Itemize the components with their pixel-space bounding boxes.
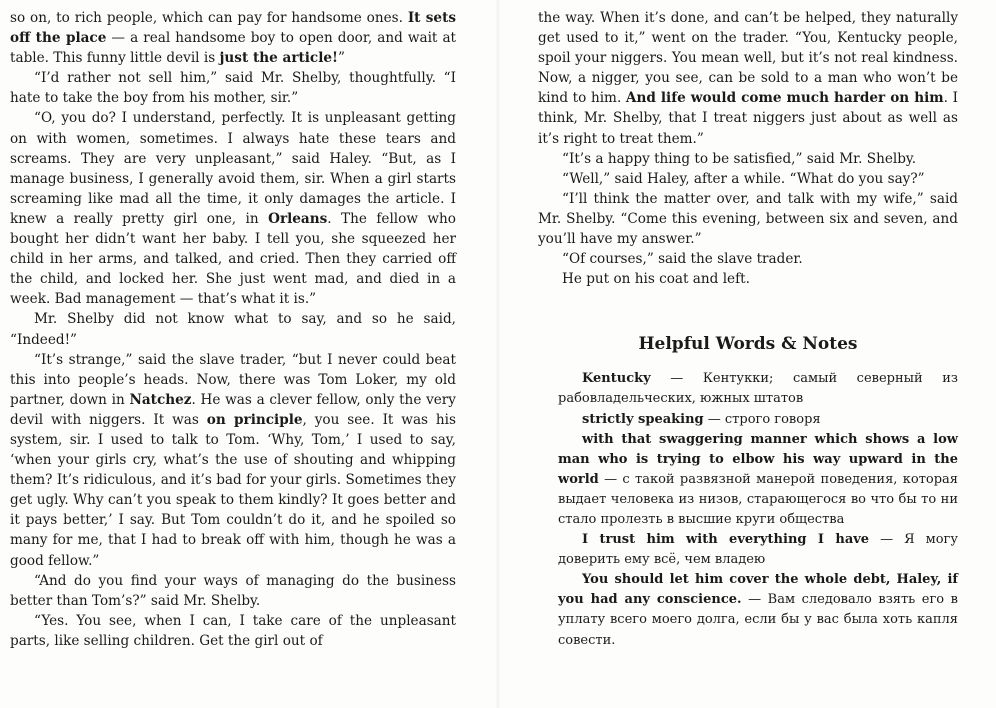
note-definition: — с такой развязной манерой поведения, которая выдает человека из низов, старающегося во что бы то ни стало пролезть в высшие круги общества <box>558 471 958 527</box>
paragraph: He put on his coat and left. <box>562 271 750 288</box>
left-page <box>10 8 456 651</box>
paragraph: “O, you do? I understand, perfectly. It is unpleasant getting on with women, sometimes. I always hate these tears and screams. They are very unpleasant,” said Haley. “But, as I manage business, I generally avoid them, sir. When a girl starts screaming like mad all the time, it only damages the article. I knew a really pretty girl one, in Orleans. The fellow who bought her didn’t want her baby. I tell you, she squeezed her child in her arms, and talked, and cried. Then they carried off the child, and locked her. She just went mad, and died in a week. Bad management — that’s what it is.” <box>10 110 456 308</box>
paragraph: “It’s strange,” said the slave trader, “but I never could beat this into people’s heads. Now, there was Tom Loker, my old partner, down in Natchez. He was a clever fellow, only the very devil with niggers. It was on principle, you see. It was his system, sir. I used to talk to Tom. ‘Why, Tom,’ I used to say, ‘when your girls cry, what’s the use of shouting and whipping them? It’s ridiculous, and it’s bad for your girls. Sometimes they get ugly. Why can’t you speak to them kindly? It goes better and it pays better,’ I say. But Tom couldn’t do it, and he spoiled so many for me, that I had to break off with him, though he was a good fellow.” <box>10 351 457 569</box>
page-gutter <box>495 0 501 708</box>
note-term: You should let him cover the whole debt, Haley, if you had any conscience. <box>558 572 958 608</box>
note-definition: — Я могу доверить ему всё, чем владею <box>558 532 958 568</box>
paragraph: “It’s a happy thing to be satisfied,” said Mr. Shelby. <box>562 150 917 167</box>
note-definition: — Кентукки; самый северный из рабовладельческих, южных штатов <box>558 371 958 407</box>
paragraph: “I’d rather not sell him,” said Mr. Shelby, thoughtfully. “I hate to take the boy from his mother, sir.” <box>10 70 456 107</box>
note-term: Kentucky <box>582 371 651 387</box>
note-term: I trust him with everything I have <box>582 532 870 548</box>
notes-list <box>538 369 958 650</box>
note-term: strictly speaking <box>582 411 704 427</box>
note-term: with that swaggering manner which shows a low man who is trying to elbow his way upward in the world <box>558 431 958 487</box>
paragraph: “I’ll think the matter over, and talk with my wife,” said Mr. Shelby. “Come this evening, between six and seven, and you’ll have my answer.” <box>538 190 958 248</box>
right-page <box>538 8 958 651</box>
paragraph: “Yes. You see, when I can, I take care of the unpleasant parts, like selling children. Get the girl out of <box>10 612 456 649</box>
paragraph: Mr. Shelby did not know what to say, and so he said, “Indeed!” <box>10 311 456 348</box>
note-definition: — Вам следовало взять его в уплату всего моего долга, если бы у вас была хоть капля совести. <box>558 592 958 648</box>
note-entry <box>538 410 958 430</box>
note-entry <box>538 430 958 530</box>
paragraph: the way. When it’s done, and can’t be helped, they naturally get used to it,” went on the trader. “You, Kentucky people, spoil your niggers. You mean well, but it’s not real kindness. Now, a nigger, you see, can be sold to a man who won’t be kind to him. And life would come much harder on him. I think, Mr. Shelby, that I treat niggers just about as well as it’s right to treat them.” <box>538 10 958 147</box>
paragraph: “Of courses,” said the slave trader. <box>562 251 803 268</box>
note-entry <box>538 530 958 570</box>
paragraph: so on, to rich people, which can pay for handsome ones. It sets off the place — a real handsome boy to open door, and wait at table. This funny little devil is just the article!” <box>10 10 457 67</box>
note-entry <box>538 369 958 409</box>
note-definition: — строго говоря <box>703 411 821 427</box>
notes-heading: Helpful Words & Notes <box>638 334 858 355</box>
paragraph: “Well,” said Haley, after a while. “What do you say?” <box>562 170 925 187</box>
note-entry <box>538 570 958 650</box>
paragraph: “And do you find your ways of managing do the business better than Tom’s?” said Mr. Shelby. <box>10 572 456 609</box>
